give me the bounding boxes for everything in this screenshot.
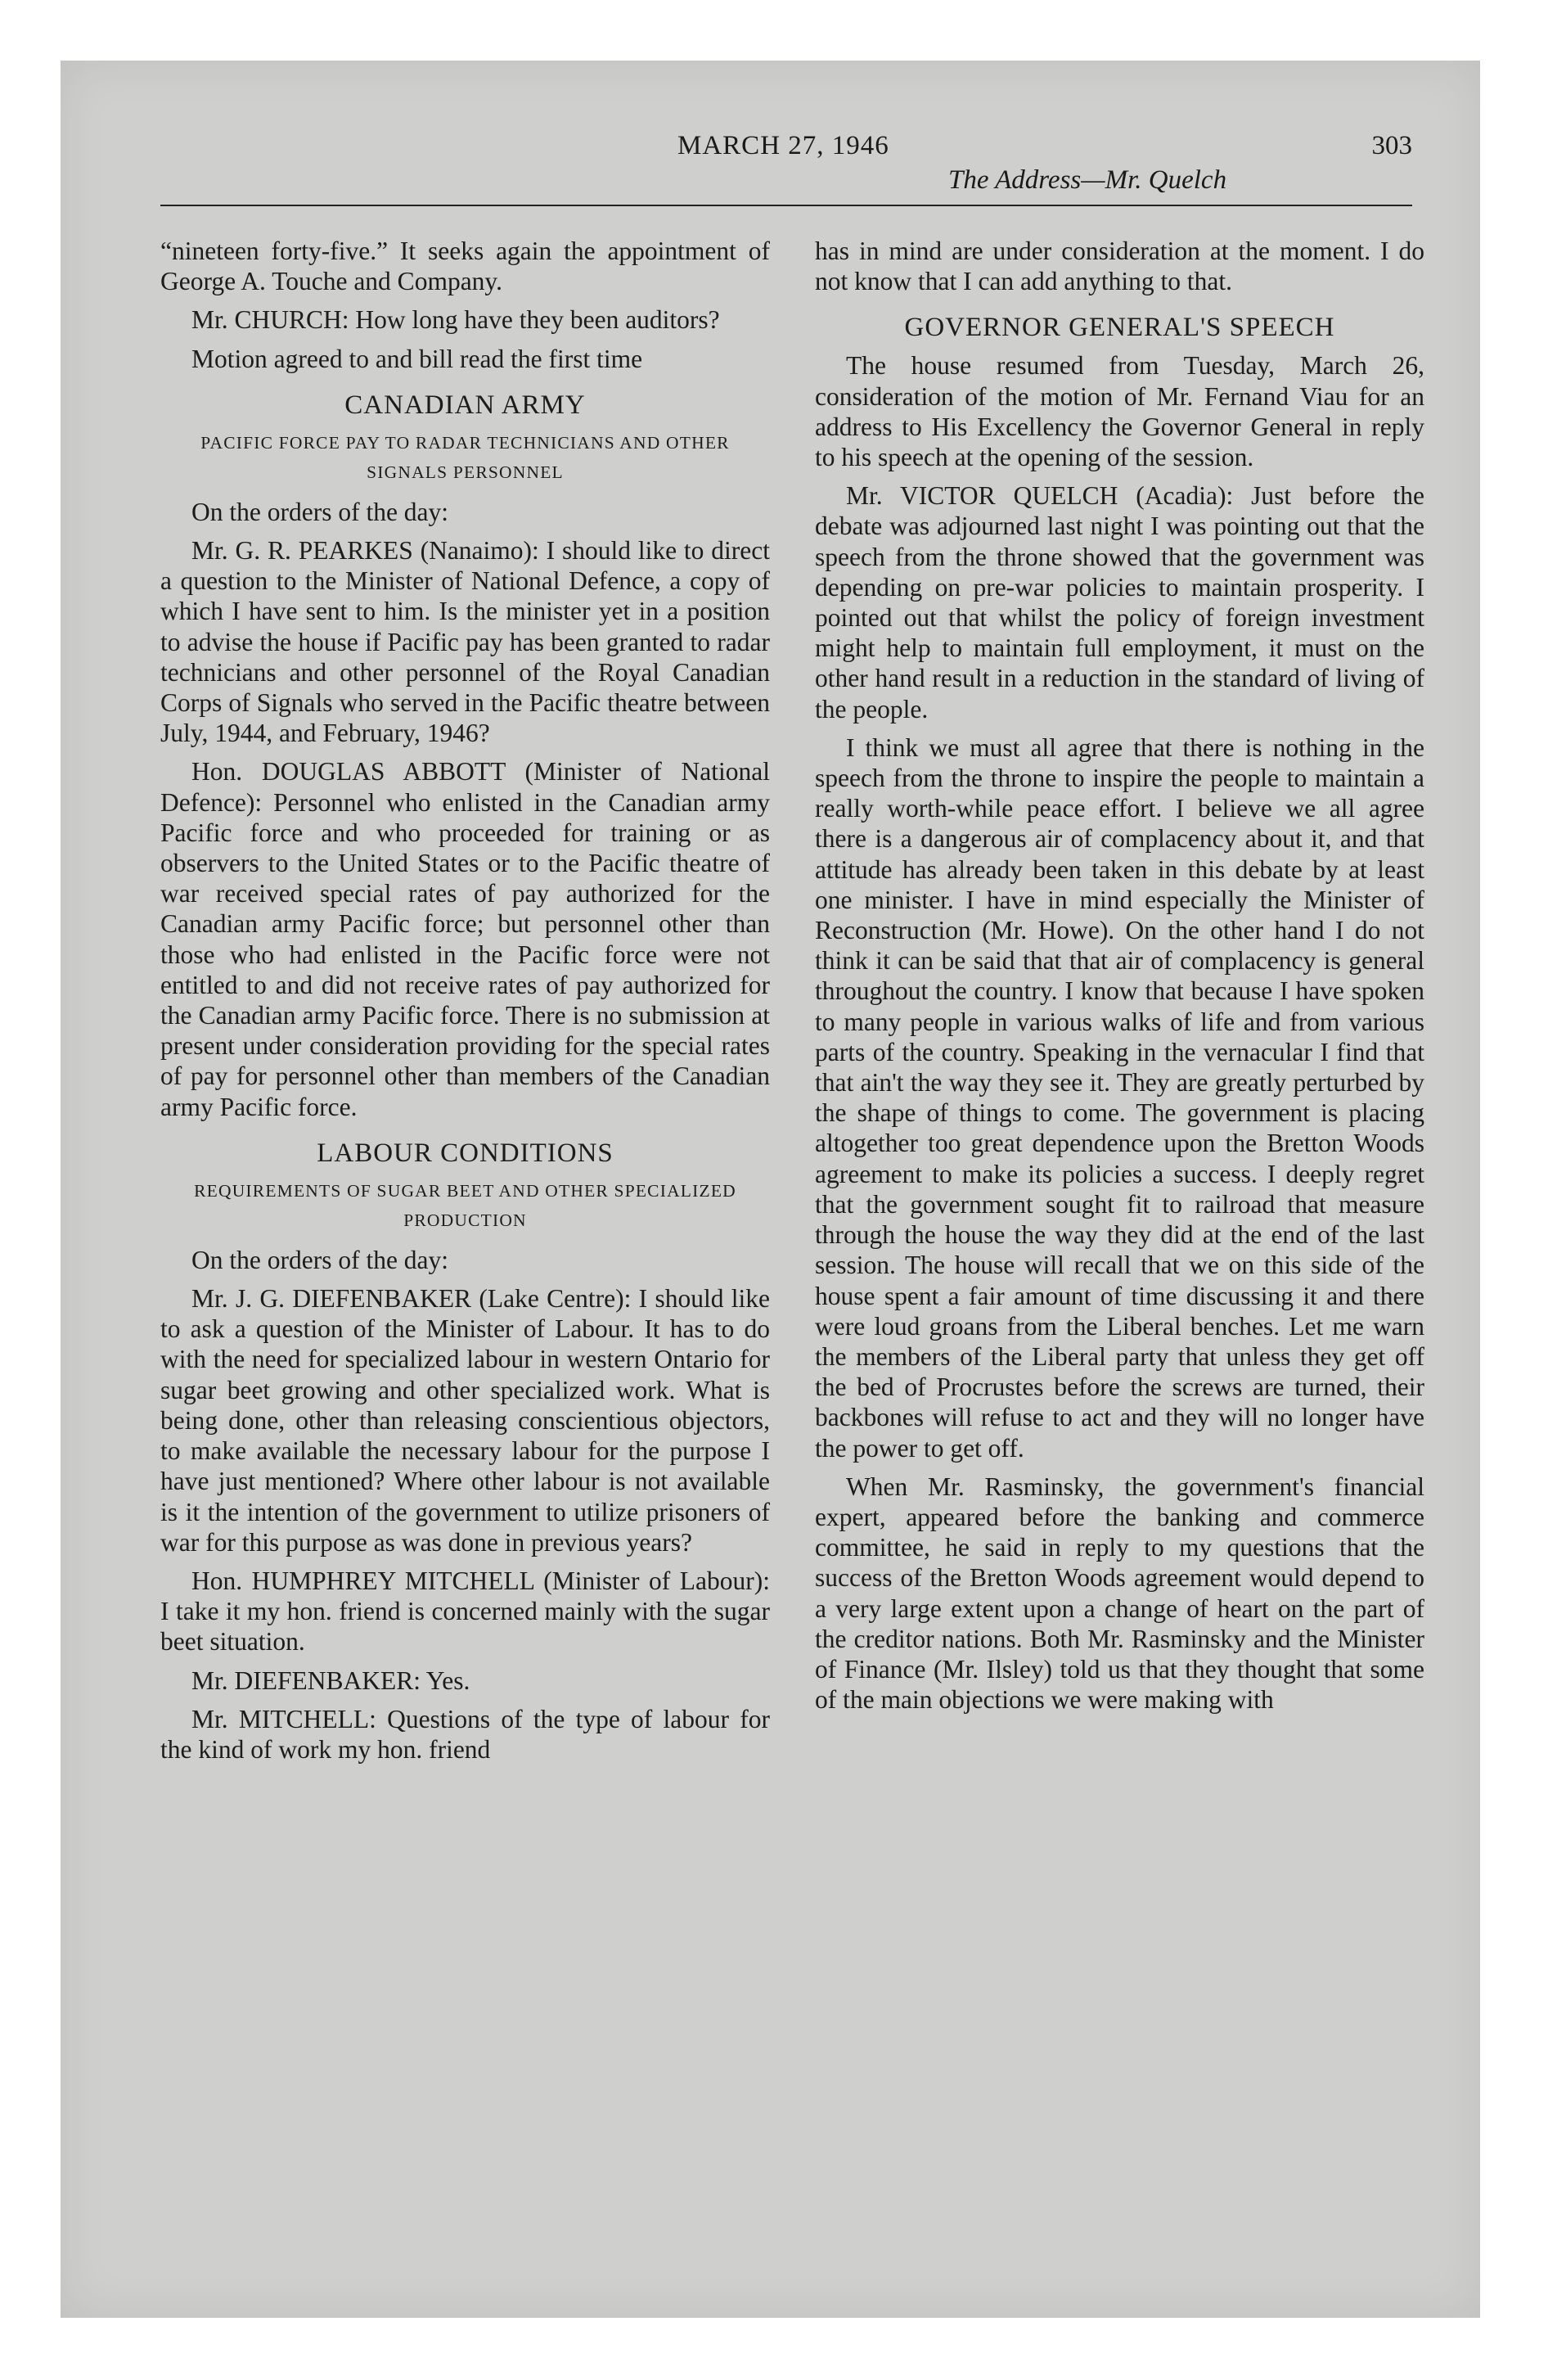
section-heading-governor-general-speech: GOVERNOR GENERAL'S SPEECH <box>904 313 1335 343</box>
paragraph: Mr. VICTOR QUELCH (Acadia): Just before the debate was adjourned last night I was pointing out that the speech from the throne showed that the government was depending on pre-war policies to maintain prosperity. I pointed out that whilst the policy of foreign investment might help to maintain full employment, it must on the other hand result in a reduction in the standard of living of the people. <box>815 481 1424 723</box>
subheading-sugar-beet: REQUIREMENTS OF SUGAR BEET AND OTHER SPECIALIZED PRODUCTION <box>194 1180 736 1230</box>
page-number: 303 <box>1371 131 1412 160</box>
paragraph: Mr. DIEFENBAKER: Yes. <box>191 1666 470 1695</box>
left-column <box>160 236 770 2159</box>
right-column <box>815 236 1424 2159</box>
header-date: MARCH 27, 1946 <box>677 131 889 160</box>
section-heading-labour-conditions: LABOUR CONDITIONS <box>317 1138 614 1168</box>
paragraph: The house resumed from Tuesday, March 26, consideration of the motion of Mr. Fernand Viau for an address to His Excellency the Governor General in reply to his speech at the opening of the session. <box>815 351 1424 472</box>
running-head: The Address—Mr. Quelch <box>948 165 1227 195</box>
paragraph: Mr. J. G. DIEFENBAKER (Lake Centre): I should like to ask a question of the Minister of Labour. It has to do with the need for specialized labour in western Ontario for sugar beet growing and other specialized work. What is being done, other than releasing conscientious objectors, to make available the necessary labour for the purpose I have just mentioned? Where other labour is not available is it the intention of the government to utilize prisoners of war for this purpose as was done in previous years? <box>160 1284 770 1557</box>
paragraph: Mr. MITCHELL: Questions of the type of labour for the kind of work my hon. friend <box>160 1704 770 1764</box>
paragraph: Mr. CHURCH: How long have they been auditors? <box>191 305 720 335</box>
paragraph: “nineteen forty-five.” It seeks again the appointment of George A. Touche and Company. <box>160 237 770 296</box>
header-rule <box>160 205 1412 206</box>
paragraph: When Mr. Rasminsky, the government's financial expert, appeared before the banking and commerce committee, he said in reply to my questions that the success of the Bretton Woods agreement would depend to a very large extent upon a change of heart on the part of the creditor nations. Both Mr. Rasminsky and the Minister of Finance (Mr. Ilsley) told us that they thought that some of the main objections we were making with <box>815 1472 1424 1715</box>
paragraph: I think we must all agree that there is nothing in the speech from the throne to inspire the people to maintain a really worth-while peace effort. I believe we all agree there is a dangerous air of complacency about it, and that attitude has already been taken in this debate by at least one minister. I have in mind especially the Minister of Reconstruction (Mr. Howe). On the other hand I do not think it can be said that that air of complacency is general throughout the country. I know that because I have spoken to many people in various walks of life and from various parts of the country. Speaking in the vernacular I find that that ain't the way they see it. They are greatly perturbed by the shape of things to come. The government is placing altogether too great dependence upon the Bretton Woods agreement to make its policies a success. I deeply regret that the government sought fit to railroad that measure through the house the way they did at the end of the last session. The house will recall that we on this side of the house spent a fair amount of time discussing it and there were loud groans from the Liberal benches. Let me warn the members of the Liberal party that unless they get off the bed of Procrustes before the screws are turned, their backbones will refuse to act and they will no longer have the power to get off. <box>815 732 1424 1463</box>
paragraph: On the orders of the day: <box>191 497 449 526</box>
paragraph: Mr. G. R. PEARKES (Nanaimo): I should like to direct a question to the Minister of National Defence, a copy of which I have sent to him. Is the minister yet in a position to advise the house if Pacific pay has been granted to radar technicians and other personnel of the Royal Canadian Corps of Signals who served in the Pacific theatre between July, 1944, and February, 1946? <box>160 536 770 748</box>
page-header <box>160 131 1412 206</box>
paragraph: Motion agreed to and bill read the first time <box>191 344 643 373</box>
subheading-pacific-force-pay: PACIFIC FORCE PAY TO RADAR TECHNICIANS AND OTHER SIGNALS PERSONNEL <box>200 432 730 482</box>
paragraph: Hon. DOUGLAS ABBOTT (Minister of National Defence): Personnel who enlisted in the Canadian army Pacific force and who proceeded for training or as observers to the United States or to the Pacific theatre of war received special rates of pay authorized for the Canadian army Pacific force; but personnel other than those who had enlisted in the Pacific force were not entitled to and did not receive rates of pay authorized for the Canadian army Pacific force. There is no submission at present under consideration providing for the special rates of pay for personnel other than members of the Canadian army Pacific force. <box>160 757 770 1121</box>
paragraph: Hon. HUMPHREY MITCHELL (Minister of Labour): I take it my hon. friend is concerned mainly with the sugar beet situation. <box>160 1566 770 1657</box>
section-heading-canadian-army: CANADIAN ARMY <box>344 390 586 420</box>
paragraph: has in mind are under consideration at the moment. I do not know that I can add anything to that. <box>815 237 1424 296</box>
paragraph: On the orders of the day: <box>191 1245 449 1274</box>
